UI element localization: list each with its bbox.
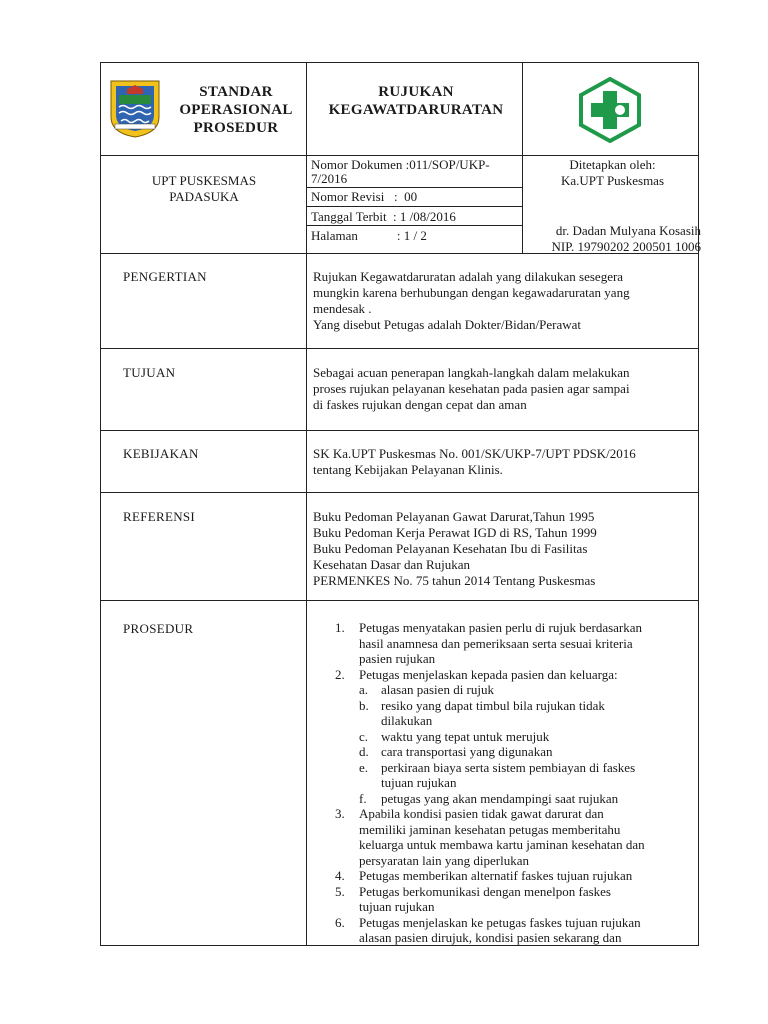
section-label-prosedur: PROSEDUR <box>123 621 194 636</box>
procedure-substep <box>313 791 698 807</box>
step-text-line: Petugas berkomunikasi dengan menelpon faskes <box>359 883 611 899</box>
section-text-kebijakan <box>313 446 693 478</box>
substep-letter: f. <box>359 790 367 806</box>
signer-name: dr. Dadan Mulyana Kosasih <box>555 223 701 238</box>
text-line: SK Ka.UPT Puskesmas No. 001/SK/UKP-7/UPT PDSK/2016 <box>313 446 636 461</box>
procedure-substep <box>313 682 698 698</box>
step-text-line: keluarga untuk membawa kartu jaminan kesehatan dan <box>359 837 645 852</box>
procedure-step <box>313 806 698 868</box>
step-text-line: memiliki jaminan kesehatan petugas memberitahu <box>359 821 621 837</box>
document-number: Nomor Dokumen :011/SOP/UKP-7/2016 <box>311 157 490 186</box>
text-line: Sebagai acuan penerapan langkah-langkah dalam melakukan <box>313 365 630 380</box>
step-number: 4. <box>335 868 345 883</box>
procedure-substep <box>313 744 698 760</box>
sop-title-line: STANDAR <box>199 84 273 100</box>
procedure-substep <box>313 698 698 729</box>
health-ministry-logo <box>577 77 643 143</box>
procedure-step <box>313 667 698 683</box>
step-text-line: Petugas memberikan alternatif faskes tujuan rujukan <box>359 868 633 883</box>
document-title-line: RUJUKAN <box>378 84 454 100</box>
substep-text-line: perkiraan biaya serta sistem pembiayan di faskes <box>381 759 636 775</box>
organization-name-line: PADASUKA <box>169 189 239 204</box>
text-line: Yang disebut Petugas adalah Dokter/Bidan/Perawat <box>313 317 582 332</box>
substep-text-line: resiko yang dapat timbul bila rujukan tidak <box>381 697 605 713</box>
document-title <box>307 83 525 119</box>
header-divider <box>306 187 522 188</box>
step-number: 5. <box>335 883 345 899</box>
reference-item: Buku Pedoman Pelayanan Kesehatan Ibu di Fasilitas <box>313 541 588 556</box>
section-text-referensi <box>313 509 693 589</box>
substep-text-line: waktu yang tepat untuk merujuk <box>381 728 550 744</box>
step-text-line: Petugas menjelaskan ke petugas faskes tujuan rujukan <box>359 914 641 930</box>
step-text-line: Apabila kondisi pasien tidak gawat darurat dan <box>359 806 604 821</box>
revision-number: Nomor Revisi : 00 <box>311 189 418 204</box>
section-label-tujuan: TUJUAN <box>123 365 176 380</box>
procedure-step <box>313 868 698 884</box>
section-text-tujuan <box>313 365 693 413</box>
approver-position: Ka.UPT Puskesmas <box>560 173 665 188</box>
organization-name <box>101 173 307 205</box>
reference-item: PERMENKES No. 75 tahun 2014 Tentang Puskesmas <box>313 573 596 588</box>
text-line: tentang Kebijakan Pelayanan Klinis. <box>313 462 503 477</box>
step-number: 1. <box>335 620 345 635</box>
text-line: di faskes rujukan dengan cepat dan aman <box>313 397 527 412</box>
row-divider <box>101 430 698 431</box>
procedure-step <box>313 620 698 667</box>
sop-title-line: PROSEDUR <box>193 120 279 136</box>
substep-letter: d. <box>359 744 369 759</box>
step-number: 3. <box>335 806 345 821</box>
procedure-step <box>313 915 698 946</box>
signer-nip: NIP. 19790202 200501 1006 <box>551 239 701 254</box>
section-text-pengertian <box>313 269 693 333</box>
substep-text-line: petugas yang akan mendampingi saat rujukan <box>381 790 619 806</box>
substep-text-line: dilakukan <box>381 713 433 728</box>
header-divider <box>101 155 698 156</box>
procedure-substep <box>313 729 698 745</box>
step-text-line: persyaratan lain yang diperlukan <box>359 852 530 868</box>
text-line: mungkin karena berhubungan dengan kegawadaruratan yang <box>313 285 630 300</box>
sop-title-line: OPERASIONAL <box>179 102 293 118</box>
sop-title <box>166 83 306 137</box>
reference-item: Kesehatan Dasar dan Rujukan <box>313 557 471 572</box>
substep-text-line: alasan pasien di rujuk <box>381 682 494 697</box>
page-number: Halaman : 1 / 2 <box>311 228 427 243</box>
city-coat-of-arms-logo <box>107 77 163 139</box>
section-label-referensi: REFERENSI <box>123 509 196 524</box>
header-divider <box>306 225 522 226</box>
step-text-line: alasan pasien dirujuk, kondisi pasien sekarang dan <box>359 930 622 945</box>
issue-date: Tanggal Terbit : 1 /08/2016 <box>311 209 456 224</box>
step-number: 2. <box>335 666 345 682</box>
procedure-steps-list <box>313 620 698 946</box>
row-divider <box>101 348 698 349</box>
substep-letter: a. <box>359 682 369 697</box>
text-line: Rujukan Kegawatdaruratan adalah yang dilakukan sesegera <box>313 269 624 284</box>
approved-by-label: Ditetapkan oleh: <box>569 157 656 172</box>
row-divider <box>101 600 698 601</box>
signer-block <box>521 223 701 255</box>
substep-letter: c. <box>359 728 369 744</box>
step-text-line: hasil anamnesa dan pemeriksaan serta sesuai kriteria <box>359 635 633 651</box>
procedure-content-table <box>100 254 699 946</box>
substep-letter: e. <box>359 759 369 775</box>
reference-item: Buku Pedoman Kerja Perawat IGD di RS, Tahun 1999 <box>313 525 597 540</box>
procedure-substep <box>313 760 698 791</box>
row-divider <box>101 492 698 493</box>
procedure-step <box>313 884 698 915</box>
step-text-line: Petugas menyatakan pasien perlu di rujuk berdasarkan <box>359 620 643 635</box>
section-label-pengertian: PENGERTIAN <box>123 269 207 284</box>
text-line: mendesak . <box>313 301 372 316</box>
document-title-line: KEGAWATDARURATAN <box>328 102 504 118</box>
organization-name-line: UPT PUSKESMAS <box>151 173 257 188</box>
document-header-table <box>100 62 699 254</box>
step-text-line: tujuan rujukan <box>359 899 435 914</box>
step-text-line: pasien rujukan <box>359 651 436 666</box>
step-text-line: Petugas menjelaskan kepada pasien dan keluarga: <box>359 666 618 682</box>
reference-item: Buku Pedoman Pelayanan Gawat Darurat,Tahun 1995 <box>313 509 595 524</box>
approval-block <box>525 157 700 189</box>
step-number: 6. <box>335 914 345 930</box>
text-line: proses rujukan pelayanan kesehatan pada pasien agar sampai <box>313 381 630 396</box>
substep-letter: b. <box>359 697 369 713</box>
substep-text-line: cara transportasi yang digunakan <box>381 744 553 759</box>
substep-text-line: tujuan rujukan <box>381 775 457 790</box>
section-label-kebijakan: KEBIJAKAN <box>123 446 199 461</box>
header-divider <box>306 206 522 207</box>
